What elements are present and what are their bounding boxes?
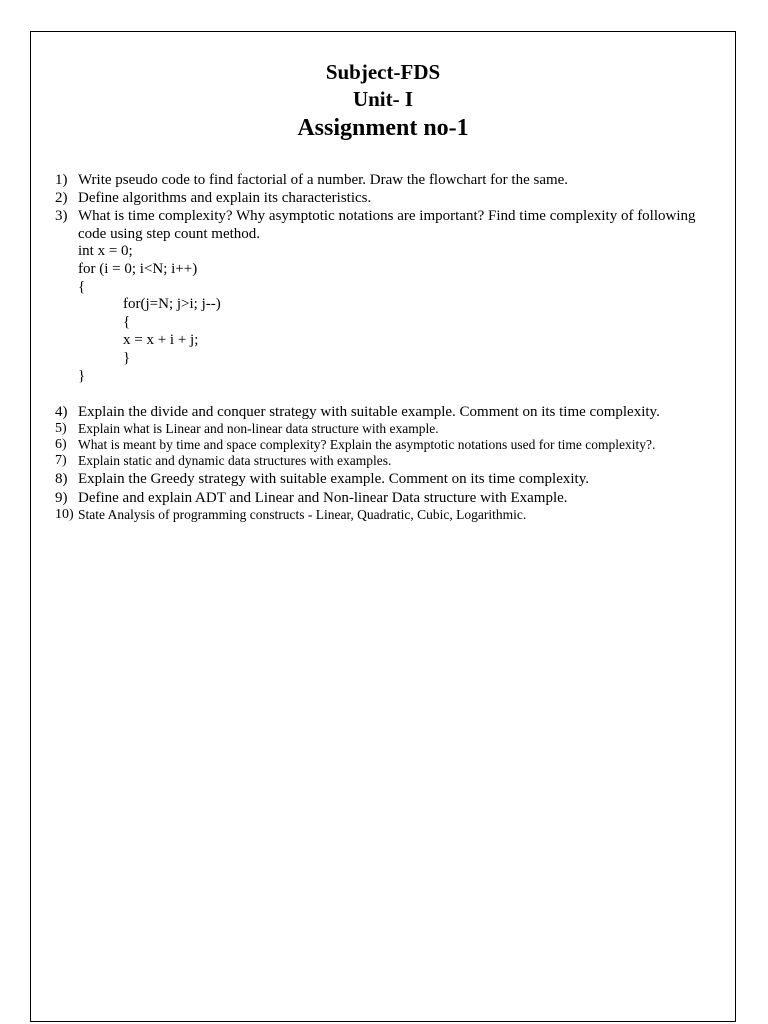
question-item: [55, 453, 715, 469]
question-list: [55, 171, 715, 523]
question-number: 7): [55, 453, 67, 469]
subject-heading: Subject-FDS: [325, 60, 441, 84]
assignment-title: Assignment no-1: [297, 115, 469, 141]
question-item: [55, 403, 715, 421]
question-text: What is time complexity? Why asymptotic notations are important? Find time complexity of following code using step count method.: [78, 208, 696, 242]
question-text: Explain static and dynamic data structures with examples.: [78, 453, 392, 469]
question-item: [55, 470, 715, 488]
question-number: 9): [55, 490, 68, 507]
question-number: 4): [55, 404, 68, 421]
question-text: State Analysis of programming constructs - Linear, Quadratic, Cubic, Logarithmic.: [78, 507, 527, 523]
question-number: 1): [55, 172, 68, 188]
question-text: Explain the Greedy strategy with suitable example. Comment on its time complexity.: [78, 471, 589, 488]
code-line: for (i = 0; i<N; i++): [78, 260, 198, 277]
code-line: {: [123, 314, 131, 331]
document-header: [30, 58, 736, 143]
question-item: [55, 437, 715, 453]
code-block: [55, 243, 715, 385]
unit-heading: Unit- I: [352, 87, 414, 111]
spacer: [55, 385, 715, 403]
code-line: x = x + i + j;: [123, 331, 199, 348]
question-item: [55, 507, 715, 523]
question-number: 8): [55, 471, 68, 488]
question-number: 6): [55, 437, 67, 453]
question-number: 5): [55, 421, 67, 437]
question-item: [55, 207, 715, 243]
code-line: int x = 0;: [78, 243, 133, 259]
question-item: [55, 171, 715, 189]
question-number: 2): [55, 190, 68, 206]
code-line: }: [78, 367, 86, 384]
question-item: [55, 189, 715, 207]
question-text: Define algorithms and explain its characteristics.: [78, 190, 372, 206]
code-line: }: [123, 349, 131, 366]
question-item: [55, 489, 715, 507]
question-text: What is meant by time and space complexity? Explain the asymptotic notations used for time complexity?.: [78, 437, 656, 453]
code-line: for(j=N; j>i; j--): [123, 296, 221, 313]
question-text: Explain what is Linear and non-linear data structure with example.: [78, 421, 439, 437]
question-text: Explain the divide and conquer strategy with suitable example. Comment on its time complexity.: [78, 404, 660, 421]
question-number: 10): [55, 507, 74, 523]
question-text: Define and explain ADT and Linear and Non-linear Data structure with Example.: [78, 490, 568, 507]
code-line: {: [78, 278, 86, 295]
question-text: Write pseudo code to find factorial of a number. Draw the flowchart for the same.: [78, 172, 569, 188]
question-number: 3): [55, 208, 68, 224]
question-item: [55, 421, 715, 437]
